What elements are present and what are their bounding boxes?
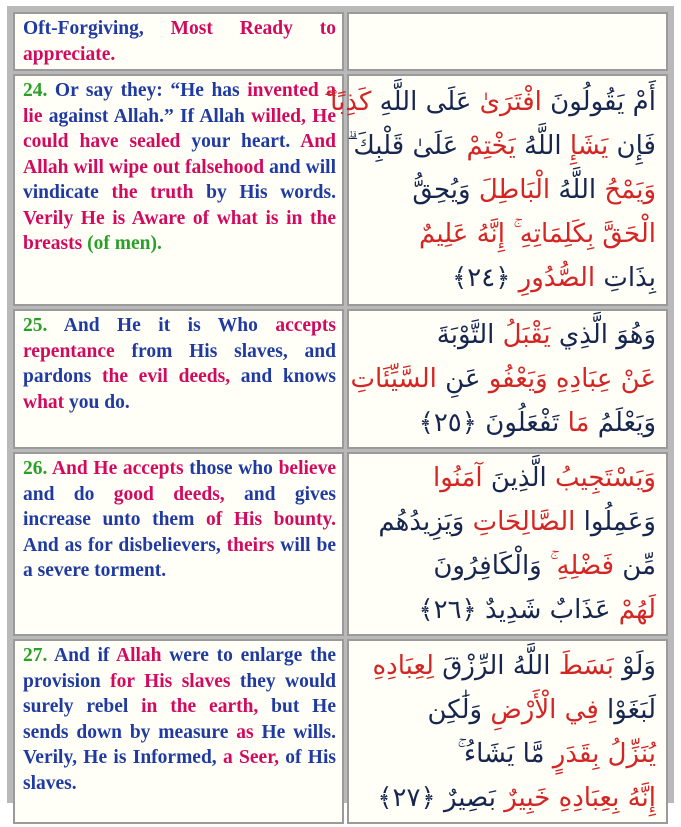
translation-text: believe [278,458,336,479]
translation-text: of His bounty. [205,509,336,530]
translation-text: of His slaves. [23,747,336,794]
translation-text: were to enlarge the provision [23,645,336,692]
translation-text: He wills. Verily, He is Informed, [23,721,336,768]
translation-text: And He it is Who [63,315,276,336]
translation-text: what [23,391,65,413]
translation-text: accepts [122,458,184,479]
arabic-line: لَبَغَوْا فِي الْأَرْضِ وَلَٰكِن [427,694,656,725]
translation-text: And as for disbelievers, [23,534,227,556]
translation-table [10,9,671,827]
translation-text: what is in the breasts [23,207,336,254]
translation-text: accepts repentance [23,315,336,362]
arabic-line: وَعَمِلُوا الصَّالِحَاتِ وَيَزِيدُهُم [378,507,656,537]
arabic-line: الْحَقَّ بِكَلِمَاتِهِ ۚ إِنَّهُ عَلِيمٌ [419,219,656,249]
arabic-text-cell [347,452,668,636]
translation-text: the truth [111,182,194,203]
arabic-line: بِذَاتِ الصُّدُورِ ﴿٢٤﴾ [452,263,656,293]
arabic-line: وَلَوْ بَسَطَ اللَّهُ الرِّزْقَ لِعِبَادِهِ [372,650,656,681]
verse-row [13,309,668,449]
translation-text: a Seer, [223,747,279,768]
translation-text: they would surely rebel [23,670,336,717]
arabic-line: وَهُوَ الَّذِي يَقْبَلُ التَّوْبَةَ [436,320,656,350]
arabic-text-cell [347,309,668,449]
translation-text: (of men). [87,233,162,254]
translation-text: and knows [230,366,337,387]
english-translation-cell [13,452,344,636]
translation-table-frame [7,6,674,813]
translation-text: and do [23,483,114,505]
arabic-line: وَيَمْحُ اللَّهُ الْبَاطِلَ وَيُحِقُّ [412,175,656,205]
translation-text: And Allah will wipe out falsehood [23,131,336,178]
translation-text: Allah [116,645,162,666]
arabic-line: إِنَّهُ بِعِبَادِهِ خَبِيرٌ بَصِيرٌ ﴿٢٧﴾ [377,782,656,813]
verse-number: 27. [23,645,54,666]
translation-text: Most Ready to appreciate. [23,18,336,65]
arabic-line: وَيَعْلَمُ مَا تَفْعَلُونَ ﴿٢٥﴾ [418,408,656,438]
translation-text: invented a lie [23,80,336,127]
translation-text: He could have [23,105,336,152]
translation-text: Verily He is Aware of [23,207,210,229]
translation-text: you do. [64,391,130,413]
english-translation-cell [13,309,344,449]
translation-text: for His slaves [110,670,231,692]
translation-text: your heart. [180,131,301,152]
translation-text: but He sends down by measure [23,696,336,743]
translation-text: by His words. [193,182,336,203]
translation-text: Oft-Forgiving, [23,18,171,39]
translation-text: the evil deeds, [101,366,231,387]
arabic-line: يُنَزِّلُ بِقَدَرٍ مَّا يَشَاءُ [457,738,656,769]
verse-number: 24. [23,80,55,101]
arabic-line: فَإِن يَشَإِ اللَّهُ يَخْتِمْ عَلَىٰ قَلْبِكَ [346,131,656,161]
translation-text: those who [183,458,279,479]
english-translation-cell [13,74,344,306]
arabic-line: مِّن فَضْلِهِ ۚ وَالْكَافِرُونَ [433,551,656,581]
translation-text: And if [54,645,117,666]
translation-text: willed, [251,105,306,127]
translation-text: as [236,721,254,743]
verse-number: 26. [23,458,52,479]
translation-text: theirs [226,534,275,556]
verse-row [13,74,668,306]
translation-text: And He [51,458,123,479]
translation-text: from His slaves, and pardons [23,340,336,387]
translation-text: Or say they: “He has [54,80,248,101]
translation-text: in the earth, [141,696,259,717]
english-translation-cell [13,639,344,824]
arabic-line: عَنْ عِبَادِهِ وَيَعْفُو عَنِ السَّيِّئَاتِ [350,364,656,394]
english-translation-cell [13,12,344,71]
verse-number: 25. [23,315,64,336]
translation-text: against Allah.” If Allah [42,105,252,127]
verse-row [13,452,668,636]
verse-row [13,639,668,824]
arabic-line: وَيَسْتَجِيبُ الَّذِينَ آمَنُوا [432,463,656,493]
arabic-line: أَمْ يَقُولُونَ افْتَرَىٰ عَلَى اللَّهِ كَذِبًا [323,87,656,117]
arabic-line: لَهُمْ عَذَابٌ شَدِيدٌ ﴿٢٦﴾ [418,595,656,625]
translation-text: good deeds, [113,483,225,505]
arabic-text-cell [347,639,668,824]
verse-row [13,12,668,71]
translation-text: will be a severe torment. [23,534,336,581]
arabic-text-cell [323,74,668,306]
translation-text: and gives increase unto them [23,483,336,530]
translation-text: and will vindicate [23,156,336,203]
arabic-text-cell [347,12,668,71]
translation-text: sealed [129,131,181,152]
